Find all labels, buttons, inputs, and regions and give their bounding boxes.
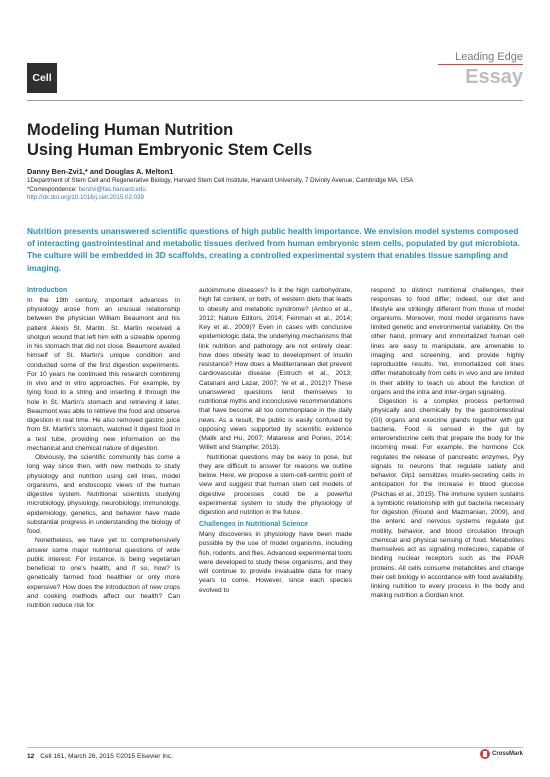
page-number: 12 [27, 753, 35, 760]
affiliation: 1Department of Stem Cell and Regenerative Biology, Harvard Stem Cell Institute, Harvard University, 7 Divinity Avenue, Cambridge MA, USA [27, 177, 414, 184]
affiliation-block [27, 177, 527, 203]
correspondence [27, 186, 527, 195]
body-column-1 [27, 286, 180, 610]
journal-logo: Cell [27, 63, 57, 93]
paragraph: Nutritional questions may be easy to pose, but they are difficult to answer for reasons we outline below. Here, we propose a stem-cell-centric point of view and suggest that human stem cell models of digestive processes could be a powerful experimental system to study the physiology of digestion and nutrition in the future. [199, 453, 352, 516]
section-label: Leading Edge [455, 51, 523, 63]
crossmark-badge[interactable] [480, 749, 523, 759]
paragraph: autoimmune diseases? Is it the high carbohydrate, high fat content, or both, of western diets that leads to obesity and metabolic syndrome? (Antico et al., 2012; Nature Editors, 2014; Feinman et al., 2014; Key et al., 2009)? Even in cases with conclusive epidemiologic data, the underlying mechanisms that link nutrition and pathology are not entirely clear: how does obesity lead to development of insulin resistance? How does a Mediterranean diet prevent cardiovascular disease (Estruch et al., 2013; Catanani and Lazar, 2007; Ye et al., 2012)? These unanswered questions lend themselves to nutritional myths and inconclusive recommendations that have become all too commonplace in the daily news. As a result, the public is easily confused by opposing views supported by scientific evidence (Malik and Hu, 2007; Matarese and Pories, 2014; Willett and Stampfer, 2013). [199, 287, 352, 452]
abstract: Nutrition presents unanswered scientific questions of high public health importance. We envision model systems composed of interacting gastrointestinal and metabolic tissues derived from human embryonic stem cells, populated by gut microbiota. The culture will be embedded in 3D scaffolds, creating a controlled experimental system that enables tissue sampling and imaging. [27, 226, 520, 273]
correspondence-email-link[interactable]: benzvi@fas.harvard.edu [78, 185, 146, 193]
paragraph: Nonetheless, we have yet to comprehensively answer some major nutritional questions of wide public interest. For instance, is being vegetarian beneficial to one's health, and if so, how? Is genetically farmed food healthier or only more expensive? How does the introduction of new crops and cooking methods affect our health? Can nutrition reduce risk for [27, 537, 180, 609]
citation: Cell 161, March 26, 2015 ©2015 Elsevier Inc. [40, 753, 173, 760]
footer [27, 753, 173, 760]
article-title [27, 121, 497, 160]
section-heading-introduction: Introduction [27, 287, 68, 294]
body-column-3 [371, 286, 524, 601]
body-column-2 [199, 286, 352, 595]
crossmark-icon [480, 749, 490, 759]
paragraph: Digestion is a complex process performed physically and chemically by the gastrointestinal (GI) organs and exocrine glands together with gut bacteria. Food is sensed in the gut by enteroendocrine cells that prepare the body for the incoming meal: For example, the hormone Cck regulates the release of pancreatic enzymes, Pyy signals to neurons that regulate satiety and behavior, Glp1 sensitizes insulin-secreting cells in anticipation for the increase in blood glucose (Psichas et al., 2015). The immune system sustains a symbiotic relationship with gut bacteria necessary for digestion (Round and Mazmanian, 2009), and the enteric and nervous systems regulate gut motility, behavior, and blood circulation through chemical and physical sensing of food. Metabolites themselves act as signaling molecules, capable of binding nuclear receptors such as the PPAR proteins. All cells consume metabolites and change their cell biology in accordance with food availability, linking nutrition to every process in the body and making nutrition a Gordian knot. [371, 398, 524, 600]
crossmark-label: CrossMark [491, 751, 523, 757]
section-heading-challenges: Challenges in Nutritional Science [199, 521, 309, 529]
doi-link[interactable]: http://dx.doi.org/10.1016/j.cell.2015.02.039 [27, 194, 144, 202]
header-divider [27, 100, 523, 101]
title-line-2: Using Human Embryonic Stem Cells [27, 140, 313, 159]
paragraph: In the 19th century, important advances in physiology arose from an unusual relationship between the physician William Beaumont and his patient Alexis St. Martin. St. Martin received a shotgun wound that left him with a sizeable opening in his stomach that did not close. Beaumont availed himself of St. Martin's unique condition and conducted some of the first digestion experiments. For 10 years he continued this research combining in vivo and in vitro approaches. For example, by tying food to a string and inserting it through the hole in St. Martin's stomach and retrieving it later, Beaumont was able to retrieve the food and observe digestion in real time. He also removed gastric juice from St. Martin's stomach, watched it digest food in a test tube, providing new information on the mechanical and chemical nature of digestion. [27, 296, 180, 452]
footer-divider [27, 747, 523, 748]
authors: Danny Ben-Zvi1,* and Douglas A. Melton1 [27, 167, 174, 176]
correspondence-label: *Correspondence: [27, 185, 79, 193]
section-type: Essay [465, 66, 523, 88]
paragraph: respond to distinct nutritional challenges, their responses to food differ; indeed, our diet and lifestyle are strikingly different from those of model organisms. Moreover, most model organisms have limited genetic and environmental variability. On the other hand, primary and immortalized human cell lines are easy to manipulate, are amenable to imaging and screening, and provide highly reproducible results. Yet, immortalized cell lines differ metabolically from cells in vivo and are limited in their ability to teach us about the function of organs and the intra and inter-organ signaling. [371, 287, 524, 396]
paragraph: Obviously, the scientific community has come a long way since then, with new methods to study physiology and nutrition using cell lines, model organisms, and endoscopic views of the human digestive system. Nutritional scientists studying microbiology, physiology, neurobiology, immunology, epidemiology, genetics, and behavior have made substantial progress in understanding the biology of food. [27, 454, 180, 535]
paragraph: Many discoveries in physiology have been made possible by the use of model organisms, including fish, rodents, and flies. Advanced experimental tools were developed to study these organisms, and they will continue to provide invaluable data for many years to come. However, since each species evolved to [199, 531, 352, 594]
title-line-1: Modeling Human Nutrition [27, 121, 234, 139]
